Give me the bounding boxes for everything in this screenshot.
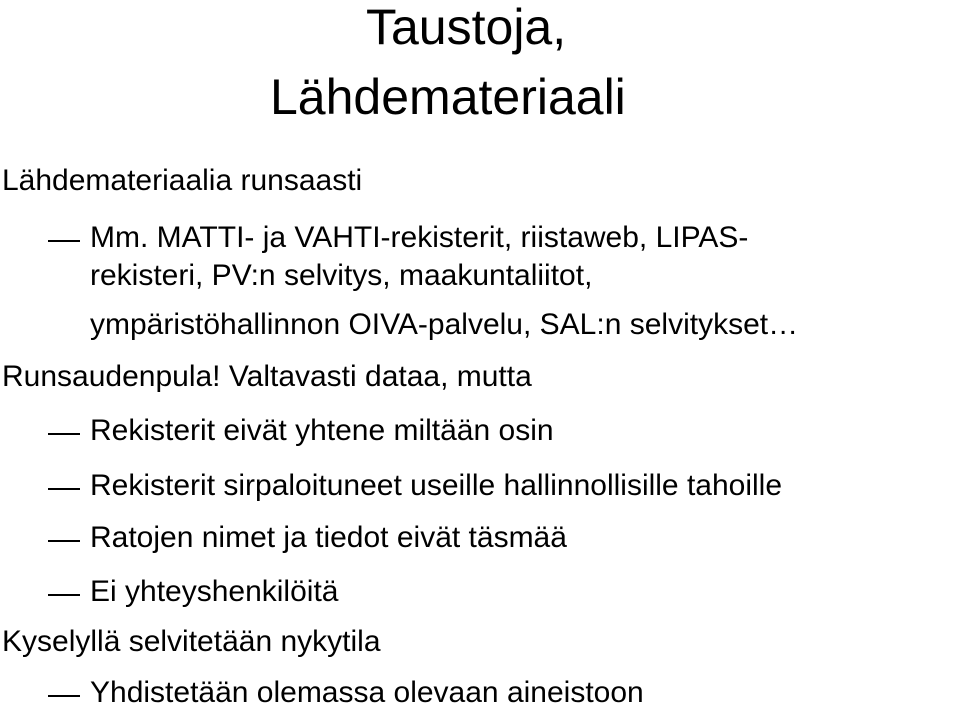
slide-title-line-2: Lähdemateriaali bbox=[270, 69, 626, 125]
bullet-2-4-line: Ei yhteyshenkilöitä bbox=[90, 575, 339, 608]
bullet-1-1-dash bbox=[48, 240, 80, 242]
bullet-2-4-dash bbox=[48, 594, 80, 596]
bullet-2-1-dash bbox=[48, 433, 80, 435]
bullet-2-3-dash bbox=[48, 540, 80, 542]
bullet-2-2-line: Rekisterit sirpaloituneet useille hallinnollisille tahoille bbox=[90, 469, 783, 502]
slide-title-line-1: Taustoja, bbox=[366, 0, 567, 55]
bullet-1-1-line-2: rekisteri, PV:n selvitys, maakuntaliitot, bbox=[90, 259, 593, 292]
bullet-1-1-line-1: Mm. MATTI- ja VAHTI-rekisterit, riistaweb, LIPAS- bbox=[90, 221, 749, 254]
bullet-2-2-dash bbox=[48, 488, 80, 490]
bullet-3-1-line: Yhdistetään olemassa olevaan aineistoon bbox=[90, 676, 644, 709]
bullet-2-1-line: Rekisterit eivät yhtene miltään osin bbox=[90, 414, 554, 447]
bullet-3-1-dash bbox=[48, 695, 80, 697]
bullet-2-3-line: Ratojen nimet ja tiedot eivät täsmää bbox=[90, 521, 567, 554]
bullet-2-text: Runsaudenpula! Valtavasti dataa, mutta bbox=[2, 360, 532, 393]
bullet-3-text: Kyselyllä selvitetään nykytila bbox=[2, 625, 381, 658]
bullet-1-text: Lähdemateriaalia runsaasti bbox=[2, 164, 363, 197]
bullet-1-1-line-3: ympäristöhallinnon OIVA-palvelu, SAL:n selvitykset… bbox=[90, 308, 799, 341]
